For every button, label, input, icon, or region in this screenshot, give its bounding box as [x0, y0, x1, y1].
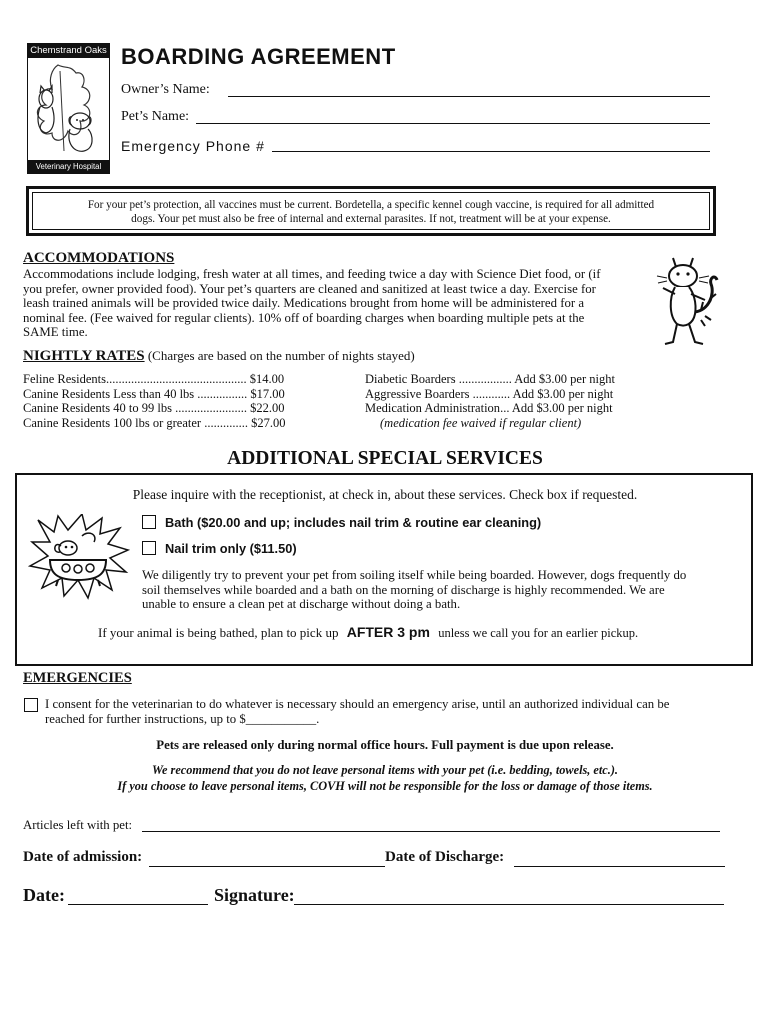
discharge-date-label: Date of Discharge:	[385, 849, 505, 865]
pickup-text-before: If your animal is being bathed, plan to pick up	[98, 625, 339, 640]
services-intro: Please inquire with the receptionist, at check in, about these services. Check box if requested.	[132, 487, 638, 502]
rate-row: Canine Residents Less than 40 lbs ................ $17.00	[23, 386, 285, 401]
admission-date-label: Date of admission:	[23, 849, 143, 865]
emergency-phone-label: Emergency Phone #	[121, 138, 265, 154]
paragraph-line: unable to ensure a clean pet at discharge without doing a bath.	[142, 597, 461, 612]
services-heading: ADDITIONAL SPECIAL SERVICES	[227, 448, 543, 469]
bath-recommendation-text	[142, 568, 742, 612]
rate-row: Aggressive Boarders ............ Add $3.00 per night	[365, 386, 614, 401]
emergency-phone-field[interactable]	[272, 151, 710, 152]
signature-label: Signature:	[214, 885, 295, 905]
pickup-time: AFTER 3 pm	[346, 624, 430, 640]
dancing-cat-icon	[655, 254, 723, 350]
emergencies-heading: EMERGENCIES	[23, 670, 132, 686]
accommodations-text	[23, 267, 663, 340]
personal-items-recommendation: We recommend that you do not leave personal items with your pet (i.e. bedding, towels, etc.).	[152, 763, 618, 777]
rate-row: Feline Residents............................................. $14.00	[23, 372, 285, 386]
signature-field[interactable]	[294, 904, 724, 905]
accommodations-line: SAME time.	[23, 325, 88, 340]
accommodations-heading: ACCOMMODATIONS	[23, 250, 175, 266]
bath-checkbox[interactable]	[142, 515, 156, 529]
bath-option-label: Bath ($20.00 and up; includes nail trim & routine ear cleaning)	[165, 515, 542, 530]
notice-line-1: For your pet’s protection, all vaccines must be current. Bordetella, a specific kennel cough vaccine, is required for all admitted	[87, 199, 655, 211]
pickup-instructions	[98, 624, 638, 641]
accommodations-line: nominal fee. (Fee waived for regular clients). 10% off of boarding charges when boarding multiple pets at the	[23, 310, 585, 325]
pet-name-label: Pet’s Name:	[121, 109, 190, 124]
paragraph-line: soil themselves while boarded and a bath on the morning of discharge is highly recommended. We are	[142, 582, 665, 597]
vaccine-notice-box	[26, 186, 716, 236]
nightly-rates-subheading: (Charges are based on the number of nights stayed)	[147, 348, 415, 363]
rates-left-column	[23, 372, 285, 430]
logo-bottom-text: Veterinary Hospital	[28, 160, 109, 173]
emergency-consent-text: I consent for the veterinarian to do whatever is necessary should an emergency arise, until an authorized individual can be reached for further instructions, up to $___________.	[45, 697, 670, 726]
rate-row: Medication Administration... Add $3.00 per night	[365, 401, 613, 415]
paragraph-line: We diligently try to prevent your pet from soiling itself while being boarded. However, dogs frequently do	[142, 568, 687, 582]
pet-name-field[interactable]	[196, 123, 710, 124]
liability-statement: If you choose to leave personal items, COVH will not be responsible for the loss or damage of those items.	[117, 779, 653, 793]
discharge-date-field[interactable]	[514, 866, 725, 867]
notice-line-2: dogs. Your pet must also be free of internal and external parasites. If not, treatment will be at your expense.	[131, 213, 611, 225]
logo-illustration	[30, 59, 107, 159]
admission-date-field[interactable]	[149, 866, 385, 867]
nail-trim-checkbox[interactable]	[142, 541, 156, 555]
logo-top-text: Chemstrand Oaks	[28, 44, 109, 58]
owner-name-label: Owner’s Name:	[121, 82, 210, 97]
dog-in-bathtub-icon	[28, 514, 132, 600]
rates-right-column	[365, 372, 615, 430]
page-title: BOARDING AGREEMENT	[121, 44, 396, 69]
rate-row: Diabetic Boarders ................. Add $3.00 per night	[365, 372, 615, 386]
rate-row: Canine Residents 100 lbs or greater .............. $27.00	[23, 415, 286, 430]
date-label: Date:	[23, 885, 65, 905]
articles-label: Articles left with pet:	[23, 818, 133, 832]
articles-field[interactable]	[142, 831, 720, 832]
nightly-rates-header	[23, 348, 415, 365]
date-field[interactable]	[68, 904, 208, 905]
emergency-consent-checkbox[interactable]	[24, 698, 38, 712]
release-policy: Pets are released only during normal office hours. Full payment is due upon release.	[156, 738, 614, 752]
nightly-rates-heading: NIGHTLY RATES	[23, 348, 145, 364]
accommodations-line: you prefer, owner provided food). Your pet’s quarters are cleaned and sanitized at least twice a day. Exercise for	[23, 281, 596, 296]
owner-name-field[interactable]	[228, 96, 710, 97]
hospital-logo	[27, 43, 110, 174]
medication-fee-note: (medication fee waived if regular client)	[380, 415, 582, 430]
accommodations-line: leash trained animals will be provided twice daily. Medications brought from home will be administered for a	[23, 296, 585, 311]
nail-trim-option-label: Nail trim only ($11.50)	[165, 541, 297, 556]
accommodations-line: Accommodations include lodging, fresh water at all times, and feeding twice a day with Science Diet food, or (if	[23, 267, 601, 281]
rate-row: Canine Residents 40 to 99 lbs ....................... $22.00	[23, 401, 285, 415]
pickup-text-after: unless we call you for an earlier pickup.	[438, 626, 639, 640]
